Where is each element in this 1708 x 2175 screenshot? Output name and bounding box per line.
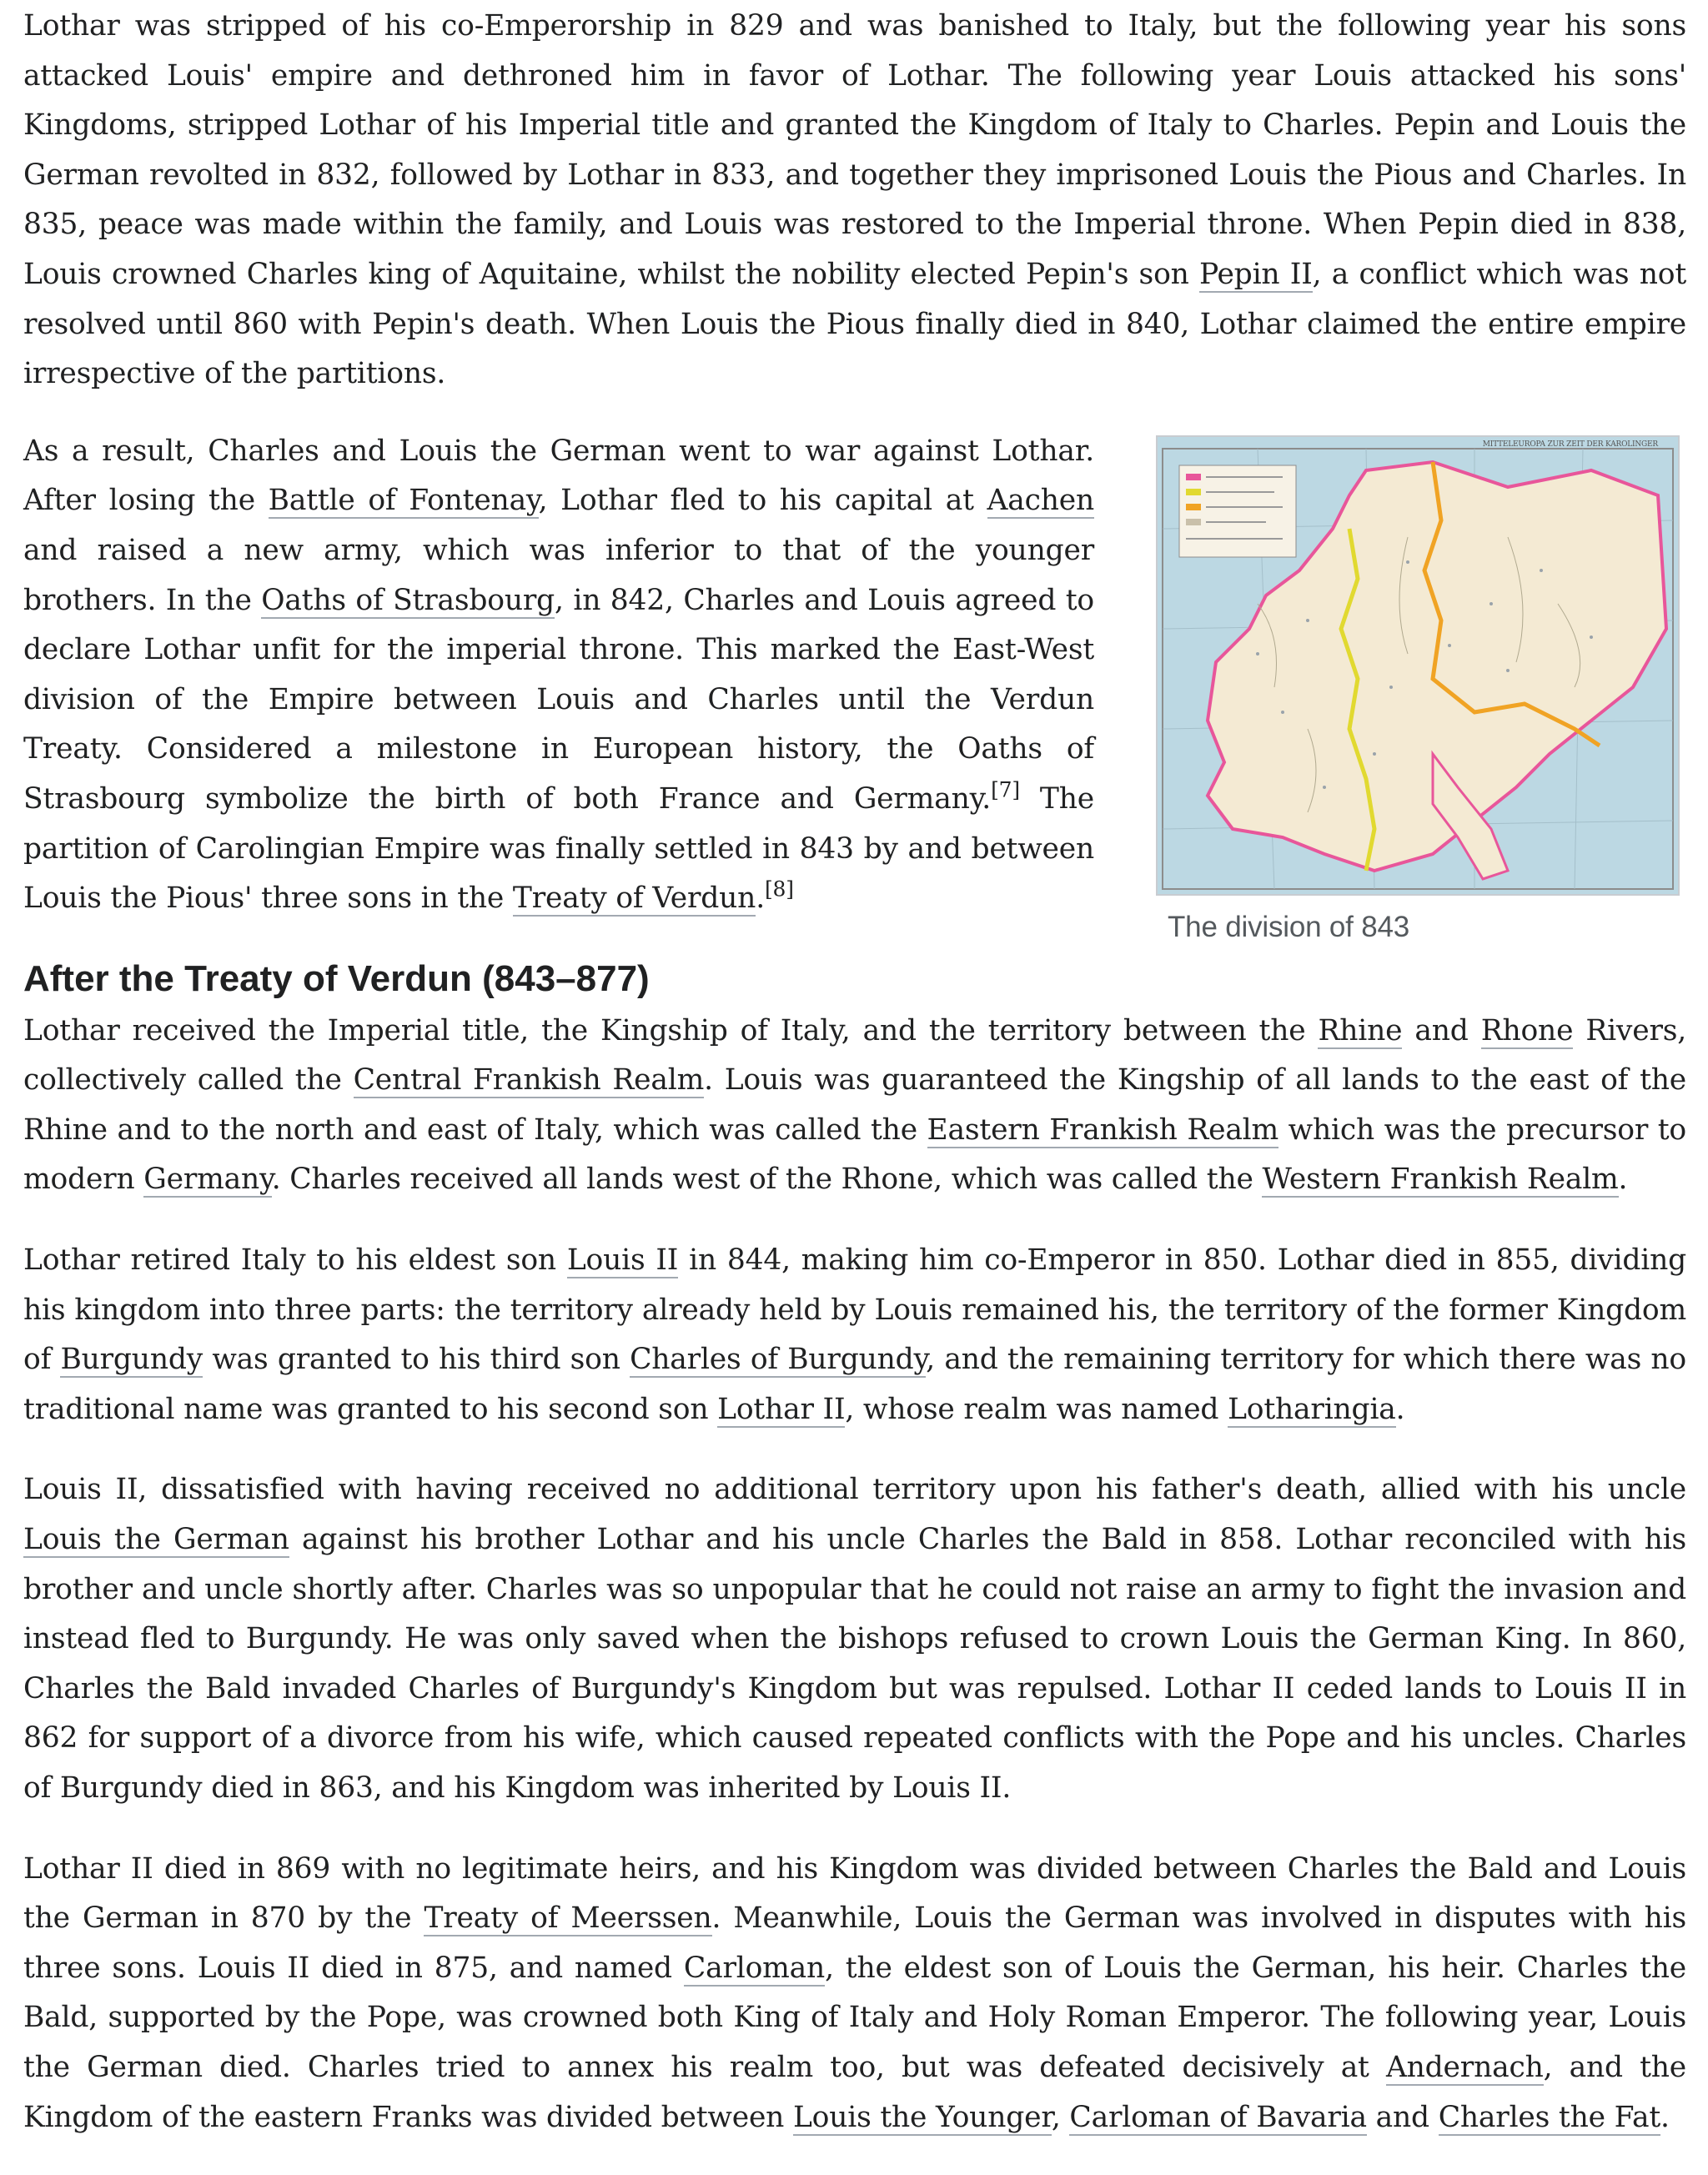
text: , (1051, 2100, 1070, 2134)
text: Lothar was stripped of his co-Emperorship in 829 and was banished to Italy, but the following year his sons attacked Louis' empire and dethroned him in favor of Lothar. The following year Louis attacked his sons' Kingdoms, stripped Lothar of his Imperial title and granted the Kingdom of Italy to Charles. Pepin and Louis the German revolted in 832, followed by Lothar in 833, and together they imprisoned Louis the Pious and Charles. In 835, peace was made within the family, and Louis was restored to the Imperial throne. When Pepin died in 838, Louis crowned Charles king of Aquitaine, whilst the nobility elected Pepin's son (23, 9, 1686, 291)
text: and (1402, 1013, 1481, 1047)
paragraph (23, 427, 1686, 943)
text: . Charles received all lands west of the Rhone, which was called the (271, 1163, 1263, 1197)
map-figure (1153, 435, 1686, 946)
text: , the eldest son of Louis the German, his heir. Charles the Bald, supported by the Pope, was crowned both King of Italy and Holy Roman Emperor. The following year, Louis the German died. Charles tried to annex his realm too, but was defeated decisively at (23, 1951, 1686, 2084)
link-charles-the-fat[interactable]: Charles the Fat (1438, 2100, 1660, 2134)
map-image[interactable] (1156, 435, 1680, 896)
link-oaths-of-strasbourg[interactable]: Oaths of Strasbourg (261, 583, 555, 617)
link-battle-of-fontenay[interactable]: Battle of Fontenay (268, 484, 539, 518)
link-burgundy[interactable]: Burgundy (60, 1343, 203, 1377)
text: , in 842, Charles and Louis agreed to declare Lothar unfit for the imperial throne. This marked the East-West division of the Empire between Louis and Charles until the Verdun Treaty. Considered a milestone in European history, the Oaths of Strasbourg symbolize the birth of both France and Germany. (23, 583, 1095, 816)
link-louis-the-german[interactable]: Louis the German (23, 1523, 289, 1557)
link-eastern-frankish-realm[interactable]: Eastern Frankish Realm (927, 1113, 1279, 1147)
text: Lothar retired Italy to his eldest son (23, 1243, 567, 1278)
link-carloman[interactable]: Carloman (683, 1951, 826, 1985)
text: and (1366, 2100, 1439, 2134)
text: was granted to his third son (203, 1343, 630, 1377)
text: . (1660, 2100, 1670, 2134)
link-louis-ii[interactable]: Louis II (566, 1243, 679, 1278)
link-treaty-of-verdun[interactable]: Treaty of Verdun (512, 882, 756, 916)
text: which was the precursor to modern (23, 1113, 1686, 1197)
text: The partition of Carolingian Empire was finally settled in 843 by and between Louis the Pious' three sons in the (23, 781, 1094, 916)
text: As a result, Charles and Louis the German went to war against Lothar. After losing the (23, 434, 1094, 518)
text: , whose realm was named (845, 1392, 1228, 1426)
link-rhine[interactable]: Rhine (1318, 1013, 1403, 1047)
text: Lothar received the Imperial title, the Kingship of Italy, and the territory between the (23, 1013, 1319, 1047)
text: Louis II, dissatisfied with having received no additional territory upon his father's death, allied with his uncle (23, 1473, 1686, 1507)
reference-8[interactable]: [8] (764, 877, 794, 902)
link-andernach[interactable]: Andernach (1385, 2050, 1544, 2084)
text: . (1395, 1392, 1405, 1426)
paragraph (23, 1236, 1686, 1434)
link-pepin-ii[interactable]: Pepin II (1199, 257, 1313, 291)
paragraph (23, 1845, 1686, 2143)
link-central-frankish-realm[interactable]: Central Frankish Realm (353, 1063, 705, 1098)
link-lothar-ii[interactable]: Lothar II (717, 1392, 846, 1426)
link-treaty-of-meerssen[interactable]: Treaty of Meerssen (424, 1901, 712, 1936)
link-carloman-of-bavaria[interactable]: Carloman of Bavaria (1069, 2100, 1367, 2134)
text: . (756, 882, 765, 916)
text: Rivers, collectively called the (23, 1013, 1687, 1098)
paragraph (23, 1007, 1686, 1205)
text: . (1618, 1163, 1628, 1197)
text: , Lothar fled to his capital at (538, 484, 987, 518)
text: , and the Kingdom of the eastern Franks was divided between (23, 2050, 1686, 2134)
paragraph (23, 2, 1686, 399)
link-aachen[interactable]: Aachen (987, 484, 1094, 518)
text: in 844, making him co-Emperor in 850. Lothar died in 855, dividing his kingdom into three parts: the territory already held by Louis remained his, the territory of the former Kingdom of (23, 1243, 1686, 1377)
paragraph (23, 1465, 1686, 1813)
link-lotharingia[interactable]: Lotharingia (1228, 1392, 1396, 1426)
text: , and the remaining territory for which there was no traditional name was granted to his second son (23, 1343, 1686, 1426)
text: and raised a new army, which was inferior to that of the younger brothers. In the (23, 533, 1094, 617)
text: . Meanwhile, Louis the German was involved in disputes with his three sons. Louis II died in 875, and named (23, 1901, 1686, 1985)
map-title: MITTELEUROPA ZUR ZEIT DER KAROLINGER (1482, 440, 1658, 449)
text: Lothar II died in 869 with no legitimate heirs, and his Kingdom was divided between Charles the Bald and Louis the German in 870 by the (23, 1851, 1686, 1936)
section-heading: After the Treaty of Verdun (843–877) (23, 957, 650, 999)
text: , a conflict which was not resolved until 860 with Pepin's death. When Louis the Pious finally died in 840, Lothar claimed the entire empire irrespective of the partitions. (23, 257, 1686, 391)
link-germany[interactable]: Germany (143, 1163, 272, 1197)
link-western-frankish-realm[interactable]: Western Frankish Realm (1262, 1163, 1619, 1197)
link-charles-of-burgundy[interactable]: Charles of Burgundy (630, 1343, 927, 1377)
figure-caption: The division of 843 (1168, 910, 1409, 943)
link-rhone[interactable]: Rhone (1480, 1013, 1574, 1047)
text: . Louis was guaranteed the Kingship of all lands to the east of the Rhine and to the north and east of Italy, which was called the (23, 1063, 1686, 1147)
reference-7[interactable]: [7] (991, 777, 1020, 802)
article-body (23, 0, 1686, 2142)
text: against his brother Lothar and his uncle Charles the Bald in 858. Lothar reconciled with his brother and uncle shortly after. Charles was so unpopular that he could not raise an army to fight the invasion and instead fled to Burgundy. He was only saved when the bishops refused to crown Louis the German King. In 860, Charles the Bald invaded Charles of Burgundy's Kingdom but was repulsed. Lothar II ceded lands to Louis II in 862 for support of a divorce from his wife, which caused repeated conflicts with the Pope and his uncles. Charles of Burgundy died in 863, and his Kingdom was inherited by Louis II. (23, 1523, 1686, 1805)
link-louis-the-younger[interactable]: Louis the Younger (792, 2100, 1052, 2134)
